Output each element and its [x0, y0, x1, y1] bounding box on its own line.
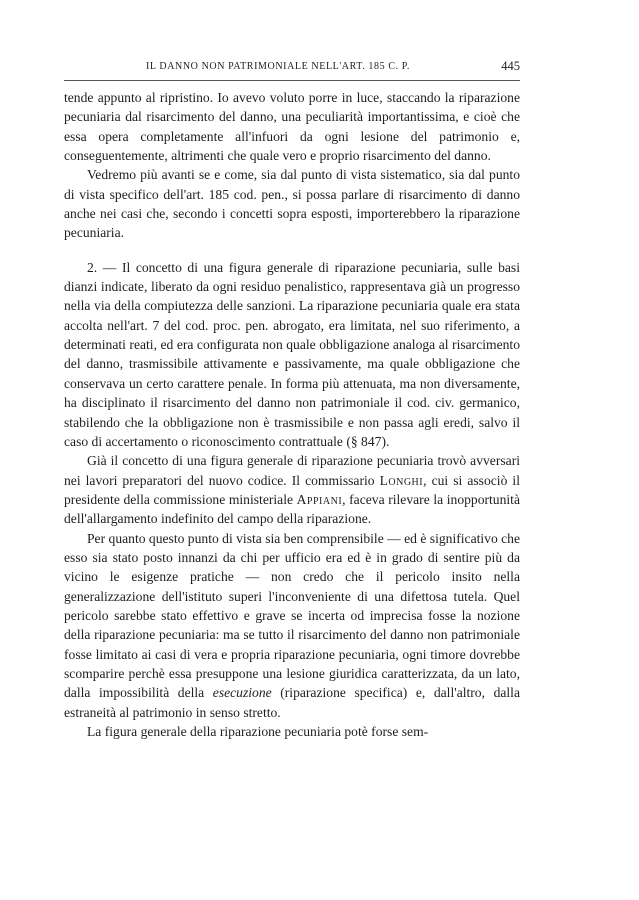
- paragraph-5-text-b: (riparazione specifica) e, dall'altro, dalla estraneità al patrimonio in senso stretto.: [64, 685, 520, 720]
- paragraph-6: La figura generale della riparazione pecuniaria potè forse sem-: [87, 724, 429, 739]
- paragraph-3-section-2: 2. — Il concetto di una figura generale di riparazione pecuniaria, sulle basi dianzi indicate, liberato da ogni residuo penalistico, rappresentava già un progresso nella via della compiutezza delle sanzioni. La riparazione pecuniaria quale era stata accolta nell'art. 7 del cod. proc. pen. abrogato, era limitata, nel suo riferimento, a determinati reati, ed era configurata non quale obbligazione analoga al risarcimento del danno, trasmissibile attivamente e passivamente, ma quale obbligazione che conservava un certo carattere penale. In forma più attenuata, ma non diversamente, ha disciplinato il risarcimento del danno non patrimoniale il cod. civ. germanico, stabilendo che la obbligazione non è trasmissibile e non passa agli eredi, salvo il caso di accertamento o riconoscimento contrattuale (§ 847).: [64, 259, 520, 449]
- page-number: 445: [501, 59, 520, 73]
- paragraph-5-text-a: Per quanto questo punto di vista sia ben comprensibile — ed è significativo che esso sia stato posto innanzi da chi per ufficio era ed è in grado di sentire più da vicino le esigenze pratiche — non credo che il pericolo insito nella generalizzazione dell'istituto superi l'inconveniente di una difettosa tutela. Quel pericolo sarebbe stato effettivo e grave se incerta od imprecisa fosse la nozione della riparazione pecuniaria: ma se tutto il risarcimento del danno non patrimoniale fosse limitato ai casi di vera e propria riparazione pecuniaria, ogni timore dovrebbe scomparire perchè essa presuppone una lesione giuridica caratterizzata, da un lato, dalla impossibilità della: [64, 530, 521, 701]
- paragraph-4-text-a: Già il concetto di una figura generale di riparazione pecuniaria trovò avversari nei lavori preparatori del nuovo codice. Il commissario: [64, 453, 520, 488]
- paragraph-5: [64, 529, 520, 722]
- paragraph-4-text-b: , cui si associò il presidente della commissione ministeriale: [64, 472, 520, 507]
- body-text: [64, 88, 520, 741]
- paragraph-1: tende appunto al ripristino. Io avevo voluto porre in luce, staccando la riparazione pecuniaria dal risarcimento del danno, una peculiarità importantissima, e cioè che essa opera completamente all'infuori da ogni lesione del patrimonio e, conseguentemente, altrimenti che quale vero e proprio risarcimento del danno.: [64, 90, 520, 164]
- running-title: IL DANNO NON PATRIMONIALE NELL'ART. 185 C. P.: [146, 61, 410, 72]
- page-header: [64, 59, 520, 77]
- author-name-longhi: Longhi: [379, 472, 424, 488]
- paragraph-2: Vedremo più avanti se e come, sia dal punto di vista sistematico, sia dal punto di vista specifico dell'art. 185 cod. pen., si possa parlare di risarcimento di danno anche nei casi che, secondo i concetti sopra esposti, importerebbero la riparazione pecuniaria.: [64, 167, 520, 241]
- paragraph-4: [64, 451, 520, 528]
- paragraph-4-text-c: , faceva rilevare la inopportunità dell'allargamento indefinito del campo della riparazione.: [64, 491, 520, 527]
- emphasis-esecuzione: esecuzione: [212, 685, 272, 701]
- header-rule: [64, 80, 520, 81]
- author-name-appiani: Appiani: [296, 491, 343, 507]
